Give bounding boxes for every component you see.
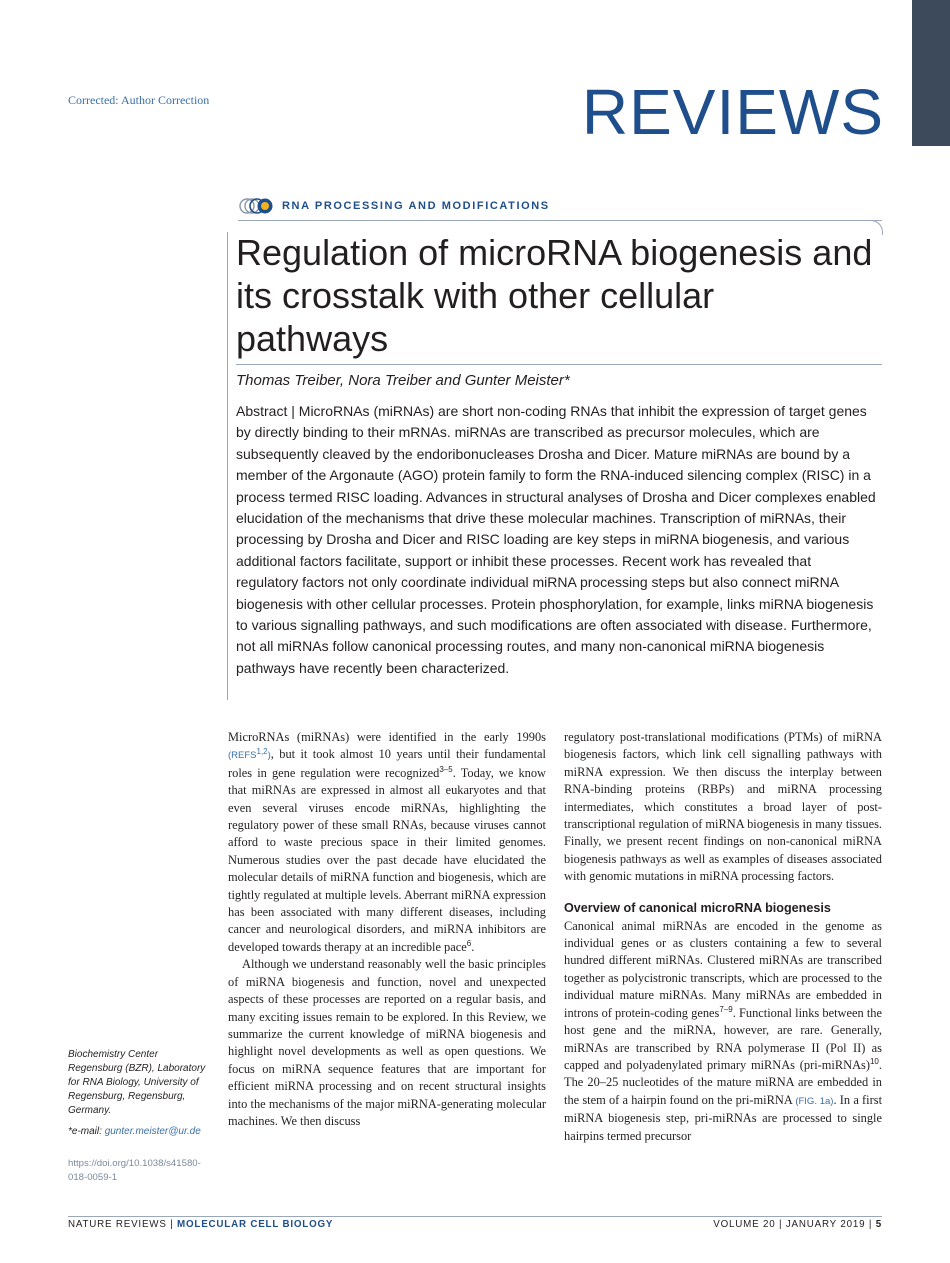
- citation-link[interactable]: (REFS$^{1,2}$): [228, 747, 271, 762]
- title-rule: [236, 364, 882, 365]
- reference-marker[interactable]: 10: [869, 1056, 879, 1066]
- abstract-text: MicroRNAs (miRNAs) are short non-coding RNAs that inhibit the expression of target genes by directly binding to their mRNAs. miRNAs are transcribed as precursor molecules, which are subsequently cleaved by the endoribonucleases Drosha and Dicer. Mature miRNAs are bound by a member of the Argonaute (AGO) protein family to form the RNA-induced silencing complex (RISC) in a process termed RISC loading. Advances in structural analyses of Drosha and Dicer complexes enabled elucidation of the mechanisms that drive these molecular machines. Transcription of miRNAs, their processing by Drosha and Dicer and RISC loading are key steps in miRNA biogenesis, and various additional factors facilitate, support or inhibit these processes. Recent work has revealed that regulatory factors not only coordinate individual miRNA processing steps but also connect miRNA biogenesis with other cellular processes. Protein phosphorylation, for example, links miRNA biogenesis to various signalling pathways, and such modifications are often associated with disease. Furthermore, not all miRNAs follow canonical processing routes, and many non-canonical miRNA biogenesis pathways have recently been characterized.: [236, 403, 876, 676]
- article-title: Regulation of microRNA biogenesis and its crosstalk with other cellular pathways: [236, 232, 873, 359]
- footer-volume: VOLUME 20 | JANUARY 2019 | 5: [713, 1219, 882, 1230]
- footer-journal-name: MOLECULAR CELL BIOLOGY: [177, 1219, 334, 1230]
- affiliation: Biochemistry Center Regensburg (BZR), Laboratory for RNA Biology, University of Regensburg, Regensburg, Germany.: [68, 1049, 206, 1116]
- section-label-row: [238, 196, 550, 216]
- reference-marker[interactable]: 6: [466, 938, 472, 948]
- email-link[interactable]: gunter.meister@ur.de: [104, 1126, 201, 1137]
- footer-journal: NATURE REVIEWS | MOLECULAR CELL BIOLOGY: [68, 1219, 334, 1230]
- body-column-2: [564, 729, 882, 1145]
- author-list: Thomas Treiber, Nora Treiber and Gunter Meister*: [236, 372, 570, 389]
- reference-marker[interactable]: 7–9: [719, 1004, 733, 1014]
- figure-link[interactable]: (FIG. 1a): [795, 1095, 834, 1107]
- reference-marker[interactable]: 3–5: [439, 764, 453, 774]
- header-rule: [238, 220, 882, 221]
- correction-notice[interactable]: Corrected: Author Correction: [68, 93, 210, 107]
- doi-link[interactable]: https://doi.org/10.1038/s41580-018-0059-1: [68, 1158, 201, 1183]
- page-number: 5: [875, 1219, 882, 1230]
- paragraph-4: Canonical animal miRNAs are encoded in the genome as individual genes or as clusters containing a few to several hundred different miRNAs. Clustered miRNAs are transcribed together as polycistronic transcripts, which are processed to the individual mature miRNAs. Many miRNAs are embedded in introns of protein-coding genes$^{7-9}$. Functional links between the host gene and the miRNA, however, are rare. Generally, miRNAs are transcribed by RNA polymerase II (Pol II) as capped and polyadenylated primary miRNAs (pri-miRNAs)$^{10}$. The 20–25 nucleotides of the mature miRNA are embedded in the stem of a hairpin found on the pri-miRNA (FIG. 1a). In a first miRNA biogenesis step, pri-miRNAs are processed to single hairpins termed precursor: [564, 918, 883, 1143]
- paragraph-3: regulatory post-translational modifications (PTMs) of miRNA biogenesis factors, which link cell signalling pathways with miRNA expression. We then discuss the interplay between RNA-binding proteins (RBPs) and miRNA processing intermediates, which constitutes a broad layer of post-transcriptional regulation of miRNA biogenesis in many tissues. Finally, we present recent findings on non-canonical miRNA biogenesis pathways as well as examples of diseases associated with genomic mutations in miRNA processing factors.: [564, 730, 882, 884]
- abstract-label: Abstract |: [236, 403, 295, 419]
- email-note: *e-mail: gunter.meister@ur.de: [68, 1126, 201, 1137]
- paragraph-1: MicroRNAs (miRNAs) were identified in the early 1990s (REFS$^{1,2}$), but it took almost 10 years until their fundamental roles in gene regulation were recognized$^{3-5}$. Today, we know that miRNAs are expressed in almost all eukaryotes and that even several viruses encode miRNAs, highlighting the regulatory power of these small RNAs, because viruses cannot afford to waste precious space in their limited genomes. Numerous studies over the past decade have elucidated the molecular details of miRNA function and biogenesis, which are tightly regulated at multiple levels. Aberrant miRNA expression has been associated with many different diseases, including cancer and neurological disorders, and miRNA inhibitors are developed towards therapy at an incredible pace$^6$.: [228, 730, 547, 954]
- footer-rule: [68, 1216, 882, 1217]
- abstract-side-rule: [227, 232, 228, 700]
- paragraph-2: Although we understand reasonably well the basic principles of miRNA biogenesis and function, novel and unexpected aspects of these processes are reported on a regular basis, and many exciting issues remain to be explored. In this Review, we summarize the current knowledge of miRNA biogenesis and highlight novel developments as well as open questions. We focus on miRNA sequence features that are important for efficient miRNA processing and on recent structural insights into the mechanisms of the major miRNA-generating molecular machines. We then discuss: [228, 957, 546, 1128]
- section-heading: Overview of canonical microRNA biogenesis: [564, 900, 831, 915]
- rings-icon: [238, 196, 280, 216]
- journal-section-title: REVIEWS: [581, 76, 884, 148]
- corner-tab: [912, 0, 950, 146]
- abstract: [236, 401, 876, 679]
- section-label: RNA PROCESSING AND MODIFICATIONS: [282, 200, 550, 212]
- body-column-1: [228, 729, 546, 1130]
